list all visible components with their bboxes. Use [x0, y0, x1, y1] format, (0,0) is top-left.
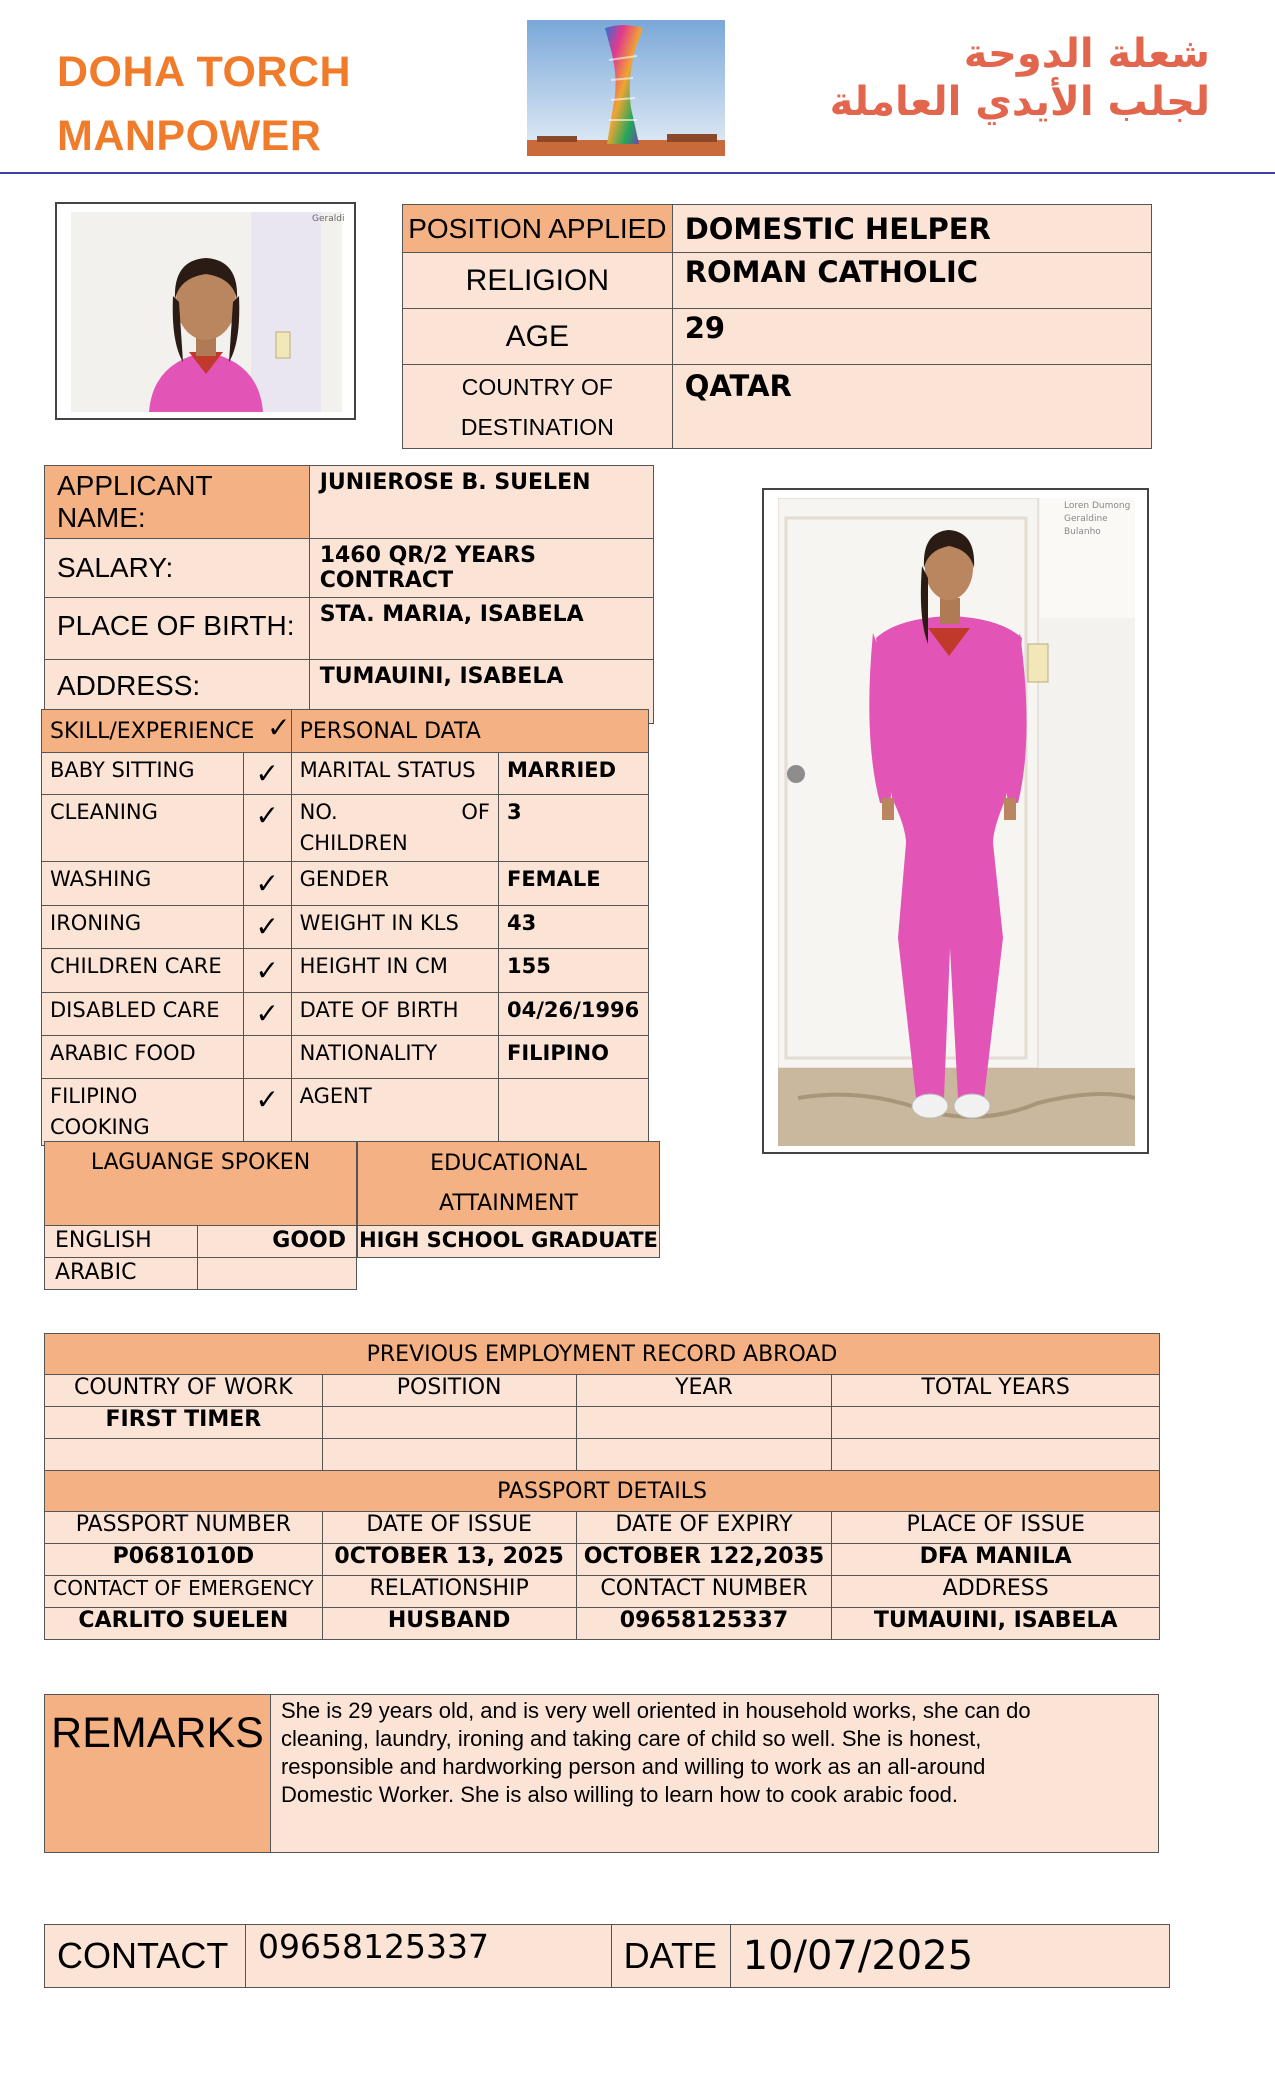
company-name: [57, 40, 351, 168]
table-row: [45, 1407, 1160, 1439]
language-label: ARABIC: [45, 1258, 198, 1290]
skill-check-icon: ✓: [243, 1079, 291, 1146]
age-label: AGE: [403, 309, 673, 365]
table-row: [358, 1226, 660, 1258]
remarks-line: responsible and hardworking person and willing to work as an all-around: [280, 1754, 986, 1779]
language-label: ENGLISH: [45, 1226, 198, 1258]
personal-header: PERSONAL DATA: [291, 710, 648, 753]
table-row: [45, 1471, 1160, 1512]
passport-col-place: PLACE OF ISSUE: [832, 1512, 1160, 1544]
passport-col-expiry: DATE OF EXPIRY: [576, 1512, 832, 1544]
skill-label: BABY SITTING: [42, 753, 244, 795]
employment-cell: [576, 1439, 832, 1471]
portrait-image: [71, 212, 345, 412]
emergency-number: 09658125337: [576, 1608, 832, 1640]
arabic-line1: شعلة الدوحة: [963, 31, 1210, 77]
table-row: [45, 1439, 1160, 1471]
skill-check-icon: ✓: [243, 753, 291, 795]
employment-col-total: TOTAL YEARS: [832, 1375, 1160, 1407]
employment-cell: [45, 1439, 323, 1471]
position-value: DOMESTIC HELPER: [672, 205, 1151, 253]
personal-value: 3: [498, 795, 648, 862]
passport-col-issue: DATE OF ISSUE: [322, 1512, 576, 1544]
employment-passport-table: [44, 1333, 1160, 1640]
education-table: [357, 1141, 660, 1258]
table-row: [45, 466, 654, 539]
table-row: [45, 1375, 1160, 1407]
table-row: [42, 949, 649, 993]
remarks-text: [270, 1695, 1158, 1853]
language-header: LAGUANGE SPOKEN: [45, 1142, 357, 1226]
personal-value: MARRIED: [498, 753, 648, 795]
position-table: [402, 204, 1152, 449]
contact-label: CONTACT: [45, 1925, 246, 1988]
table-row: [45, 1695, 1159, 1853]
education-value: HIGH SCHOOL GRADUATE: [358, 1226, 660, 1258]
table-row: [45, 598, 654, 660]
remarks-table: [44, 1694, 1159, 1853]
skill-label: [42, 1079, 244, 1146]
skill-check-icon: ✓: [243, 993, 291, 1036]
full-body-image: [778, 498, 1135, 1146]
table-row: [45, 1142, 357, 1226]
emergency-col-relationship: RELATIONSHIP: [322, 1576, 576, 1608]
table-row: [45, 1925, 1170, 1988]
applicant-photo-small: [55, 202, 356, 420]
personal-value: [498, 1079, 648, 1146]
passport-issue-date: 0CTOBER 13, 2025: [322, 1544, 576, 1576]
table-row: [45, 539, 654, 598]
table-row: [42, 795, 649, 862]
personal-label: WEIGHT IN KLS: [291, 906, 498, 949]
table-row: [45, 1334, 1160, 1375]
employment-cell: [576, 1407, 832, 1439]
skill-label-line2: COOKING: [50, 1115, 150, 1139]
skill-label: ARABIC FOOD: [42, 1036, 244, 1079]
skill-label: CLEANING: [42, 795, 244, 862]
education-header-line2: ATTAINMENT: [439, 1190, 578, 1216]
applicant-name-label: APPLICANT NAME:: [45, 466, 310, 539]
table-row: [45, 1258, 357, 1290]
personal-label: AGENT: [291, 1079, 498, 1146]
table-row: [42, 906, 649, 949]
birthplace-value: STA. MARIA, ISABELA: [309, 598, 653, 660]
photo-signature: [1064, 500, 1147, 539]
applicant-photo-full: [762, 488, 1149, 1154]
table-row: [358, 1142, 660, 1226]
skills-header-check-icon: ✓: [267, 711, 291, 744]
children-label-line2: CHILDREN: [299, 831, 408, 855]
religion-label: RELIGION: [403, 253, 673, 309]
emergency-address: TUMAUINI, ISABELA: [832, 1608, 1160, 1640]
skill-label: IRONING: [42, 906, 244, 949]
language-table: [44, 1141, 357, 1290]
age-value: 29: [672, 309, 1151, 365]
arabic-company-name: [740, 30, 1210, 126]
skill-check-icon: ✓: [243, 906, 291, 949]
language-value: [197, 1258, 356, 1290]
remarks-line: She is 29 years old, and is very well oriented in household works, she can do: [280, 1698, 1031, 1723]
passport-col-number: PASSPORT NUMBER: [45, 1512, 323, 1544]
religion-value: ROMAN CATHOLIC: [672, 253, 1151, 309]
destination-label-line2: DESTINATION: [460, 413, 614, 440]
skills-personal-table: [41, 709, 649, 1146]
salary-label: SALARY:: [45, 539, 310, 598]
personal-label: MARITAL STATUS: [291, 753, 498, 795]
employment-col-country: COUNTRY OF WORK: [45, 1375, 323, 1407]
employment-col-position: POSITION: [322, 1375, 576, 1407]
table-row: [42, 862, 649, 906]
skill-check-icon: ✓: [243, 862, 291, 906]
date-value: 10/07/2025: [730, 1925, 1169, 1988]
children-label-b: OF: [461, 800, 490, 824]
employment-col-year: YEAR: [576, 1375, 832, 1407]
destination-value: QATAR: [672, 365, 1151, 449]
company-name-line2: MANPOWER: [57, 112, 322, 160]
skill-label-line1: FILIPINO: [50, 1084, 138, 1108]
personal-value: FEMALE: [498, 862, 648, 906]
address-label: ADDRESS:: [45, 660, 310, 724]
emergency-relationship: HUSBAND: [322, 1608, 576, 1640]
photo-caption: Geraldi: [312, 214, 345, 224]
salary-value: 1460 QR/2 YEARS CONTRACT: [309, 539, 653, 598]
language-value: GOOD: [197, 1226, 356, 1258]
skill-label: WASHING: [42, 862, 244, 906]
emergency-col-address: ADDRESS: [832, 1576, 1160, 1608]
employment-cell: [322, 1407, 576, 1439]
employment-header: PREVIOUS EMPLOYMENT RECORD ABROAD: [45, 1334, 1160, 1375]
table-row: [42, 753, 649, 795]
applicant-name-value: JUNIEROSE B. SUELEN: [309, 466, 653, 539]
arabic-line2: لجلب الأيدي العاملة: [829, 79, 1210, 125]
personal-value: 43: [498, 906, 648, 949]
employment-cell: [322, 1439, 576, 1471]
table-row: [45, 1576, 1160, 1608]
remarks-line: cleaning, laundry, ironing and taking care of child so well. She is honest,: [280, 1726, 982, 1751]
table-row: [403, 205, 1152, 253]
employment-cell: [832, 1439, 1160, 1471]
birthplace-label: PLACE OF BIRTH:: [45, 598, 310, 660]
table-row: [42, 1036, 649, 1079]
education-header-line1: EDUCATIONAL: [430, 1150, 587, 1176]
personal-label: [291, 795, 498, 862]
applicant-table: [44, 465, 654, 724]
doha-torch-logo: [527, 20, 725, 156]
contact-value: 09658125337: [245, 1925, 611, 1988]
personal-value: 04/26/1996: [498, 993, 648, 1036]
passport-header: PASSPORT DETAILS: [45, 1471, 1160, 1512]
table-row: [45, 1608, 1160, 1640]
header-divider: [0, 172, 1275, 174]
personal-value: 155: [498, 949, 648, 993]
contact-table: [44, 1924, 1170, 1988]
skills-header: [42, 710, 292, 753]
table-row: [403, 253, 1152, 309]
table-row: [42, 1079, 649, 1146]
destination-label-line1: COUNTRY OF: [461, 373, 613, 400]
passport-place: DFA MANILA: [832, 1544, 1160, 1576]
skills-header-label: SKILL/EXPERIENCE: [50, 718, 255, 744]
personal-label: NATIONALITY: [291, 1036, 498, 1079]
skill-check-icon: ✓: [243, 949, 291, 993]
personal-label: GENDER: [291, 862, 498, 906]
table-row: [42, 993, 649, 1036]
skill-label: CHILDREN CARE: [42, 949, 244, 993]
skill-check-icon: ✓: [243, 795, 291, 862]
table-row: [45, 1544, 1160, 1576]
table-row: [45, 1226, 357, 1258]
photo-signature-line1: Loren Dumong: [1064, 501, 1131, 511]
education-header: [358, 1142, 660, 1226]
passport-number: P0681010D: [45, 1544, 323, 1576]
personal-value: FILIPINO: [498, 1036, 648, 1079]
company-name-line1: DOHA TORCH: [57, 48, 352, 96]
table-row: [403, 365, 1152, 449]
skill-check-icon: [243, 1036, 291, 1079]
employment-cell: [832, 1407, 1160, 1439]
employment-cell: FIRST TIMER: [45, 1407, 323, 1439]
children-label-a: NO.: [299, 800, 338, 824]
personal-label: DATE OF BIRTH: [291, 993, 498, 1036]
position-label: POSITION APPLIED: [403, 205, 673, 253]
emergency-col-number: CONTACT NUMBER: [576, 1576, 832, 1608]
personal-label: HEIGHT IN CM: [291, 949, 498, 993]
table-row: [45, 1512, 1160, 1544]
passport-expiry-date: OCTOBER 122,2035: [576, 1544, 832, 1576]
remarks-label: REMARKS: [45, 1695, 271, 1853]
emergency-col-contact: CONTACT OF EMERGENCY: [45, 1576, 323, 1608]
remarks-line: Domestic Worker. She is also willing to learn how to cook arabic food.: [280, 1782, 958, 1807]
destination-label: [403, 365, 673, 449]
table-row: [42, 710, 649, 753]
address-value: TUMAUINI, ISABELA: [309, 660, 653, 724]
table-row: [403, 309, 1152, 365]
photo-signature-line2: Geraldine Bulanho: [1064, 514, 1108, 537]
skill-label: DISABLED CARE: [42, 993, 244, 1036]
date-label: DATE: [611, 1925, 730, 1988]
emergency-name: CARLITO SUELEN: [45, 1608, 323, 1640]
